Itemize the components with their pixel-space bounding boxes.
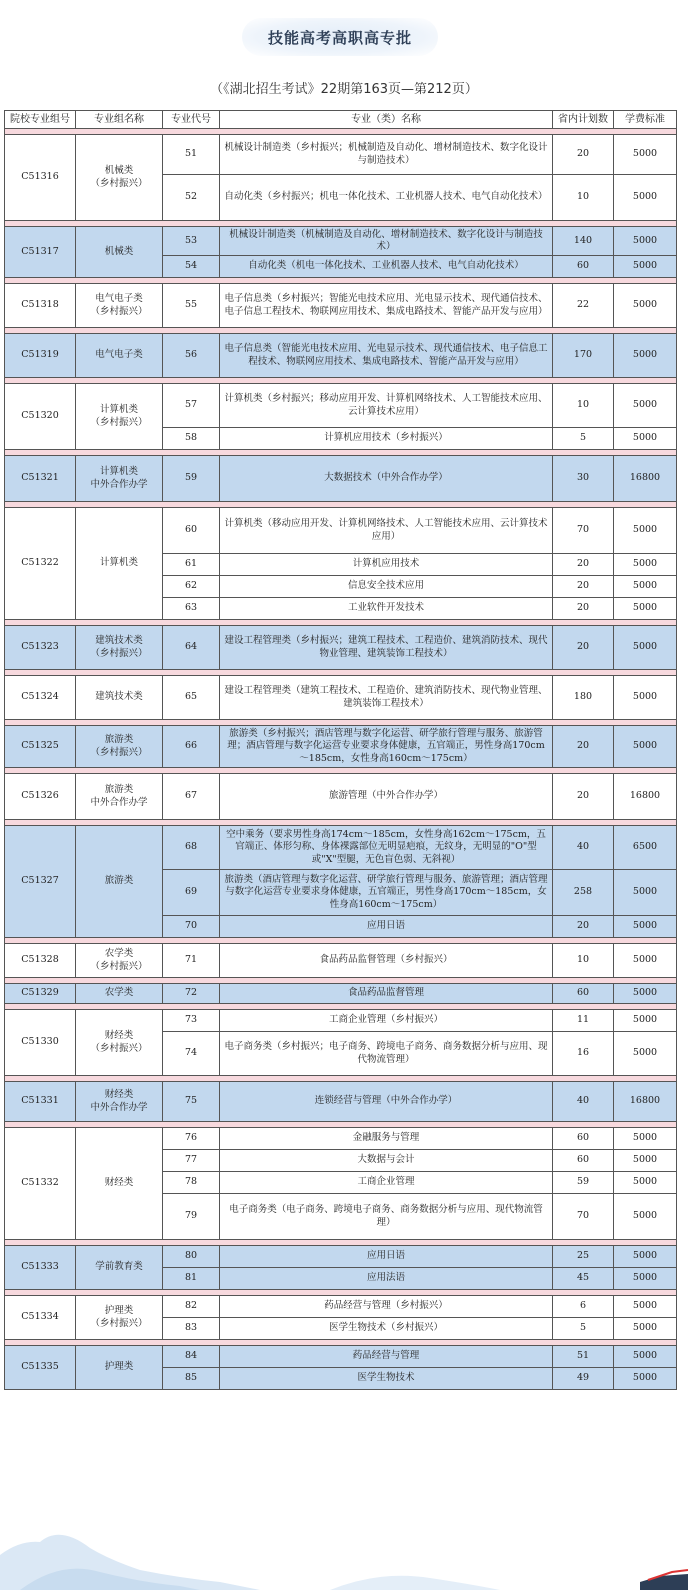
major-code-cell: 59 — [163, 456, 220, 502]
table-row — [5, 1128, 677, 1150]
group-name-cell: 计算机类 中外合作办学 — [76, 456, 163, 502]
major-code-cell: 60 — [163, 508, 220, 554]
major-name-cell: 建设工程管理类（乡村振兴；建筑工程技术、工程造价、建筑消防技术、现代物业管理、建筑装饰工程技术） — [220, 626, 553, 670]
major-name-cell: 旅游类（乡村振兴；酒店管理与数字化运营、研学旅行管理与服务、旅游管理；酒店管理与数字化运营专业要求身体健康，五官端正，男性身高170cm～185cm，女性身高160cm～175cm） — [220, 726, 553, 768]
plan-count-cell: 45 — [553, 1268, 614, 1290]
table-row — [5, 456, 677, 502]
tuition-cell: 5000 — [614, 870, 677, 916]
group-name-cell: 学前教育类 — [76, 1246, 163, 1290]
table-row — [5, 284, 677, 328]
plan-count-cell: 140 — [553, 227, 614, 256]
plan-count-cell: 20 — [553, 726, 614, 768]
major-code-cell: 82 — [163, 1296, 220, 1318]
plan-count-cell: 11 — [553, 1010, 614, 1032]
table-row — [5, 1296, 677, 1318]
major-name-cell: 旅游管理（中外合作办学） — [220, 774, 553, 820]
tuition-cell: 5000 — [614, 1296, 677, 1318]
major-name-cell: 金融服务与管理 — [220, 1128, 553, 1150]
tuition-cell: 5000 — [614, 227, 677, 256]
group-name-cell: 建筑技术类 — [76, 676, 163, 720]
major-code-cell: 55 — [163, 284, 220, 328]
major-code-cell: 80 — [163, 1246, 220, 1268]
group-code-cell: C51333 — [5, 1246, 76, 1290]
table-row — [5, 227, 677, 256]
header-major-code: 专业代号 — [163, 111, 220, 129]
table-row — [5, 384, 677, 428]
major-name-cell: 计算机应用技术（乡村振兴） — [220, 428, 553, 450]
plan-count-cell: 70 — [553, 508, 614, 554]
table-header-row — [5, 111, 677, 129]
plan-count-cell: 25 — [553, 1246, 614, 1268]
group-name-cell: 护理类 — [76, 1346, 163, 1390]
group-code-cell: C51324 — [5, 676, 76, 720]
major-code-cell: 57 — [163, 384, 220, 428]
major-code-cell: 58 — [163, 428, 220, 450]
table-row — [5, 984, 677, 1004]
plan-count-cell: 70 — [553, 1194, 614, 1240]
major-name-cell: 医学生物技术（乡村振兴） — [220, 1318, 553, 1340]
major-name-cell: 自动化类（乡村振兴；机电一体化技术、工业机器人技术、电气自动化技术） — [220, 175, 553, 221]
tuition-cell: 5000 — [614, 1128, 677, 1150]
major-code-cell: 53 — [163, 227, 220, 256]
tuition-cell: 5000 — [614, 1318, 677, 1340]
major-code-cell: 64 — [163, 626, 220, 670]
table-row — [5, 1082, 677, 1122]
major-name-cell: 信息安全技术应用 — [220, 576, 553, 598]
major-name-cell: 应用法语 — [220, 1268, 553, 1290]
group-code-cell: C51317 — [5, 227, 76, 278]
group-code-cell: C51331 — [5, 1082, 76, 1122]
plan-count-cell: 60 — [553, 984, 614, 1004]
group-name-cell: 计算机类 — [76, 508, 163, 620]
plan-count-cell: 60 — [553, 1150, 614, 1172]
major-name-cell: 计算机应用技术 — [220, 554, 553, 576]
group-code-cell: C51318 — [5, 284, 76, 328]
major-name-cell: 工商企业管理（乡村振兴） — [220, 1010, 553, 1032]
tuition-cell: 5000 — [614, 508, 677, 554]
table-body — [5, 129, 677, 1390]
group-name-cell: 计算机类 （乡村振兴） — [76, 384, 163, 450]
header-group-name: 专业组名称 — [76, 111, 163, 129]
major-name-cell: 机械设计制造类（机械制造及自动化、增材制造技术、数字化设计与制造技术） — [220, 227, 553, 256]
tuition-cell: 5000 — [614, 384, 677, 428]
major-name-cell: 电子商务类（乡村振兴；电子商务、跨境电子商务、商务数据分析与应用、现代物流管理） — [220, 1032, 553, 1076]
major-code-cell: 75 — [163, 1082, 220, 1122]
major-code-cell: 72 — [163, 984, 220, 1004]
group-code-cell: C51329 — [5, 984, 76, 1004]
group-code-cell: C51330 — [5, 1010, 76, 1076]
tuition-cell: 5000 — [614, 576, 677, 598]
major-name-cell: 计算机类（乡村振兴；移动应用开发、计算机网络技术、人工智能技术应用、云计算技术应用） — [220, 384, 553, 428]
group-code-cell: C51332 — [5, 1128, 76, 1240]
table-row — [5, 1246, 677, 1268]
major-name-cell: 连锁经营与管理（中外合作办学） — [220, 1082, 553, 1122]
group-code-cell: C51316 — [5, 135, 76, 221]
major-name-cell: 旅游类（酒店管理与数字化运营、研学旅行管理与服务、旅游管理；酒店管理与数字化运营专业要求身体健康，五官端正，男性身高170cm～185cm，女性身高160cm～175cm） — [220, 870, 553, 916]
tuition-cell: 5000 — [614, 334, 677, 378]
tuition-cell: 5000 — [614, 175, 677, 221]
plan-count-cell: 49 — [553, 1368, 614, 1390]
major-code-cell: 68 — [163, 826, 220, 870]
header-group-code: 院校专业组号 — [5, 111, 76, 129]
major-name-cell: 医学生物技术 — [220, 1368, 553, 1390]
plan-count-cell: 170 — [553, 334, 614, 378]
group-code-cell: C51322 — [5, 508, 76, 620]
major-name-cell: 计算机类（移动应用开发、计算机网络技术、人工智能技术应用、云计算技术应用） — [220, 508, 553, 554]
table-row — [5, 334, 677, 378]
tuition-cell: 6500 — [614, 826, 677, 870]
tuition-cell: 5000 — [614, 135, 677, 175]
major-name-cell: 机械设计制造类（乡村振兴；机械制造及自动化、增材制造技术、数字化设计与制造技术） — [220, 135, 553, 175]
major-code-cell: 78 — [163, 1172, 220, 1194]
group-code-cell: C51328 — [5, 944, 76, 978]
plan-count-cell: 10 — [553, 384, 614, 428]
major-code-cell: 74 — [163, 1032, 220, 1076]
major-name-cell: 电子信息类（智能光电技术应用、光电显示技术、现代通信技术、电子信息工程技术、物联网应用技术、集成电路技术、智能产品开发与应用） — [220, 334, 553, 378]
plan-count-cell: 5 — [553, 1318, 614, 1340]
tuition-cell: 5000 — [614, 726, 677, 768]
tuition-cell: 5000 — [614, 626, 677, 670]
tuition-cell: 5000 — [614, 1194, 677, 1240]
major-code-cell: 84 — [163, 1346, 220, 1368]
tuition-cell: 5000 — [614, 1032, 677, 1076]
table-row — [5, 726, 677, 768]
major-code-cell: 73 — [163, 1010, 220, 1032]
plan-count-cell: 6 — [553, 1296, 614, 1318]
plan-count-cell: 20 — [553, 774, 614, 820]
major-code-cell: 65 — [163, 676, 220, 720]
major-code-cell: 70 — [163, 916, 220, 938]
group-code-cell: C51319 — [5, 334, 76, 378]
tuition-cell: 16800 — [614, 1082, 677, 1122]
major-name-cell: 工业软件开发技术 — [220, 598, 553, 620]
tuition-cell: 5000 — [614, 1172, 677, 1194]
header-plan-count: 省内计划数 — [553, 111, 614, 129]
table-row — [5, 508, 677, 554]
group-code-cell: C51335 — [5, 1346, 76, 1390]
group-code-cell: C51323 — [5, 626, 76, 670]
group-name-cell: 电气电子类 — [76, 334, 163, 378]
enrollment-table-wrapper — [4, 110, 676, 1390]
plan-count-cell: 30 — [553, 456, 614, 502]
plan-count-cell: 20 — [553, 576, 614, 598]
tuition-cell: 16800 — [614, 456, 677, 502]
major-name-cell: 食品药品监督管理（乡村振兴） — [220, 944, 553, 978]
major-code-cell: 67 — [163, 774, 220, 820]
header-tuition: 学费标准 — [614, 111, 677, 129]
plan-count-cell: 60 — [553, 1128, 614, 1150]
major-name-cell: 大数据技术（中外合作办学） — [220, 456, 553, 502]
tuition-cell: 5000 — [614, 1346, 677, 1368]
page-title: 技能高考高职高专批 — [267, 28, 412, 47]
major-name-cell: 食品药品监督管理 — [220, 984, 553, 1004]
plan-count-cell: 258 — [553, 870, 614, 916]
title-banner — [242, 18, 438, 56]
table-row — [5, 944, 677, 978]
group-code-cell: C51325 — [5, 726, 76, 768]
plan-count-cell: 20 — [553, 916, 614, 938]
tuition-cell: 5000 — [614, 984, 677, 1004]
tuition-cell: 5000 — [614, 554, 677, 576]
group-name-cell: 电气电子类 （乡村振兴） — [76, 284, 163, 328]
major-name-cell: 药品经营与管理（乡村振兴） — [220, 1296, 553, 1318]
tuition-cell: 5000 — [614, 1268, 677, 1290]
group-name-cell: 财经类 （乡村振兴） — [76, 1010, 163, 1076]
group-name-cell: 旅游类 （乡村振兴） — [76, 726, 163, 768]
major-code-cell: 66 — [163, 726, 220, 768]
tuition-cell: 5000 — [614, 1150, 677, 1172]
plan-count-cell: 60 — [553, 256, 614, 278]
group-code-cell: C51320 — [5, 384, 76, 450]
table-row — [5, 676, 677, 720]
group-name-cell: 机械类 （乡村振兴） — [76, 135, 163, 221]
tuition-cell: 5000 — [614, 598, 677, 620]
plan-count-cell: 40 — [553, 1082, 614, 1122]
major-code-cell: 83 — [163, 1318, 220, 1340]
major-code-cell: 69 — [163, 870, 220, 916]
plan-count-cell: 40 — [553, 826, 614, 870]
mountain-decoration — [0, 1520, 688, 1590]
major-code-cell: 52 — [163, 175, 220, 221]
major-code-cell: 71 — [163, 944, 220, 978]
major-name-cell: 建设工程管理类（建筑工程技术、工程造价、建筑消防技术、现代物业管理、建筑装饰工程技术） — [220, 676, 553, 720]
group-name-cell: 旅游类 中外合作办学 — [76, 774, 163, 820]
group-name-cell: 建筑技术类 （乡村振兴） — [76, 626, 163, 670]
major-code-cell: 63 — [163, 598, 220, 620]
enrollment-table — [4, 110, 677, 1390]
plan-count-cell: 10 — [553, 175, 614, 221]
table-row — [5, 1346, 677, 1368]
major-name-cell: 工商企业管理 — [220, 1172, 553, 1194]
group-code-cell: C51321 — [5, 456, 76, 502]
group-code-cell: C51334 — [5, 1296, 76, 1340]
plan-count-cell: 20 — [553, 554, 614, 576]
group-code-cell: C51327 — [5, 826, 76, 938]
major-code-cell: 85 — [163, 1368, 220, 1390]
tuition-cell: 5000 — [614, 916, 677, 938]
tuition-cell: 5000 — [614, 256, 677, 278]
plan-count-cell: 51 — [553, 1346, 614, 1368]
tuition-cell: 5000 — [614, 1368, 677, 1390]
tuition-cell: 5000 — [614, 284, 677, 328]
tuition-cell: 5000 — [614, 428, 677, 450]
major-name-cell: 空中乘务（要求男性身高174cm～185cm，女性身高162cm～175cm，五官端正、体形匀称、身体裸露部位无明显疤痕，无纹身，无明显的"O"型或"X"型腿，无色盲色弱、无斜视） — [220, 826, 553, 870]
plan-count-cell: 20 — [553, 598, 614, 620]
plan-count-cell: 5 — [553, 428, 614, 450]
group-name-cell: 农学类 （乡村振兴） — [76, 944, 163, 978]
group-name-cell: 护理类 （乡村振兴） — [76, 1296, 163, 1340]
major-code-cell: 61 — [163, 554, 220, 576]
plan-count-cell: 10 — [553, 944, 614, 978]
major-name-cell: 应用日语 — [220, 1246, 553, 1268]
major-code-cell: 76 — [163, 1128, 220, 1150]
major-name-cell: 电子商务类（电子商务、跨境电子商务、商务数据分析与应用、现代物流管理） — [220, 1194, 553, 1240]
major-name-cell: 药品经营与管理 — [220, 1346, 553, 1368]
plan-count-cell: 16 — [553, 1032, 614, 1076]
tuition-cell: 5000 — [614, 1010, 677, 1032]
plan-count-cell: 20 — [553, 135, 614, 175]
plan-count-cell: 22 — [553, 284, 614, 328]
major-name-cell: 自动化类（机电一体化技术、工业机器人技术、电气自动化技术） — [220, 256, 553, 278]
table-row — [5, 826, 677, 870]
table-row — [5, 135, 677, 175]
major-code-cell: 51 — [163, 135, 220, 175]
major-code-cell: 62 — [163, 576, 220, 598]
major-name-cell: 应用日语 — [220, 916, 553, 938]
group-name-cell: 机械类 — [76, 227, 163, 278]
major-code-cell: 54 — [163, 256, 220, 278]
major-name-cell: 大数据与会计 — [220, 1150, 553, 1172]
header-major-name: 专业（类）名称 — [220, 111, 553, 129]
group-name-cell: 财经类 — [76, 1128, 163, 1240]
table-row — [5, 1010, 677, 1032]
major-code-cell: 81 — [163, 1268, 220, 1290]
tuition-cell: 16800 — [614, 774, 677, 820]
table-row — [5, 626, 677, 670]
major-code-cell: 56 — [163, 334, 220, 378]
table-row — [5, 774, 677, 820]
group-code-cell: C51326 — [5, 774, 76, 820]
group-name-cell: 旅游类 — [76, 826, 163, 938]
group-name-cell: 农学类 — [76, 984, 163, 1004]
major-name-cell: 电子信息类（乡村振兴；智能光电技术应用、光电显示技术、现代通信技术、电子信息工程技术、物联网应用技术、集成电路技术、智能产品开发与应用） — [220, 284, 553, 328]
group-name-cell: 财经类 中外合作办学 — [76, 1082, 163, 1122]
tuition-cell: 5000 — [614, 944, 677, 978]
plan-count-cell: 180 — [553, 676, 614, 720]
tuition-cell: 5000 — [614, 1246, 677, 1268]
plan-count-cell: 59 — [553, 1172, 614, 1194]
tuition-cell: 5000 — [614, 676, 677, 720]
source-note: （《湖北招生考试》22期第163页—第212页） — [210, 82, 478, 97]
major-code-cell: 79 — [163, 1194, 220, 1240]
plan-count-cell: 20 — [553, 626, 614, 670]
major-code-cell: 77 — [163, 1150, 220, 1172]
